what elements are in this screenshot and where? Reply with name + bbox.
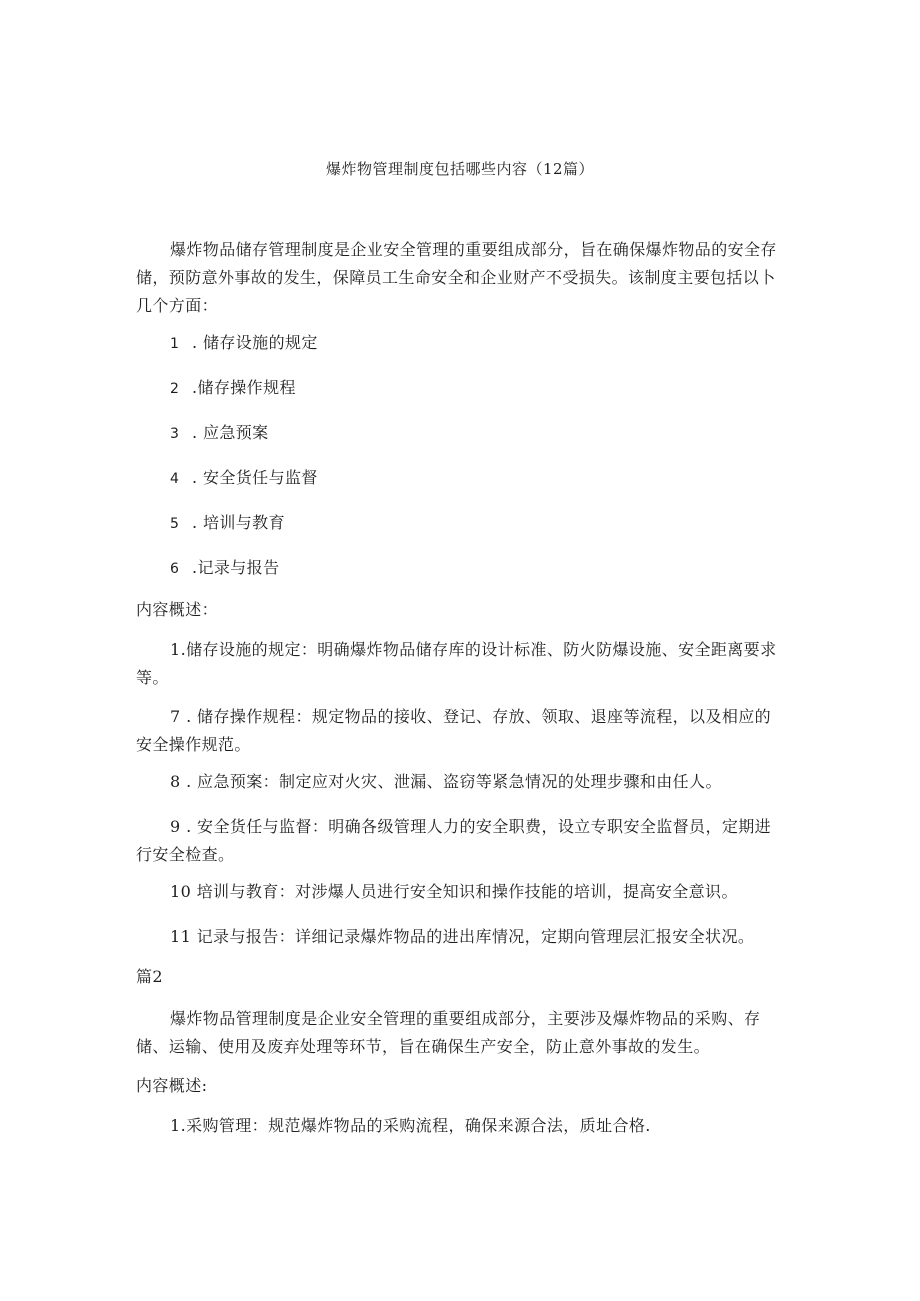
list-item-text: . 应急预案 bbox=[192, 423, 269, 442]
list-item-text: .记录与报告 bbox=[192, 558, 280, 577]
list-item bbox=[170, 510, 285, 537]
list-item bbox=[170, 375, 296, 402]
list-item-number: 4 bbox=[170, 471, 180, 487]
list-item-number: 3 bbox=[170, 426, 180, 442]
overview-paragraph: 7 . 储存操作规程：规定物品的接收、登记、存放、领取、退座等流程，以及相应的安全操作规范。 bbox=[136, 707, 772, 754]
section2-intro-paragraph: 爆炸物品管理制度是企业安全管理的重要组成部分，主要涉及爆炸物品的采购、存储、运输、使用及废弃处理等环节，旨在确保生产安全，防止意外事故的发生。 bbox=[136, 1009, 761, 1056]
overview-paragraph: 9 . 安全货任与监督：明确各级管理人力的安全职费，设立专职安全监督员，定期进行安全检查。 bbox=[136, 817, 772, 864]
section2-item: 1.采购管理：规范爆炸物品的采购流程，确保来源合法，质址合格. bbox=[170, 1116, 651, 1135]
list-item bbox=[170, 420, 269, 447]
list-item-number: 6 bbox=[170, 561, 180, 577]
section2-overview-heading: 内容概述: bbox=[136, 1076, 208, 1095]
list-item-number: 5 bbox=[170, 516, 180, 532]
overview-paragraph: 1.储存设施的规定：明确爆炸物品储存库的设计标准、防火防爆设施、安全距离要求等。 bbox=[136, 640, 777, 687]
overview-paragraph: 8 . 应急预案：制定应对火灾、泄漏、盗窃等紧急情况的处理步骤和由任人。 bbox=[170, 772, 722, 791]
list-item-text: . 储存设施的规定 bbox=[192, 333, 318, 352]
list-item-text: . 安全货任与监督 bbox=[192, 468, 318, 487]
section-heading: 篇2 bbox=[136, 967, 163, 986]
list-item-text: .储存操作规程 bbox=[192, 378, 296, 397]
list-item bbox=[170, 330, 318, 357]
overview-paragraph: 10 培训与教育：对涉爆人员进行安全知识和操作技能的培训，提高安全意识。 bbox=[170, 882, 738, 901]
list-item-text: . 培训与教育 bbox=[192, 513, 285, 532]
list-item-number: 1 bbox=[170, 336, 180, 352]
list-item bbox=[170, 465, 318, 492]
overview-heading: 内容概述： bbox=[136, 600, 219, 619]
overview-paragraph: 11 记录与报告：详细记录爆炸物品的进出库情况，定期向管理层汇报安全状况。 bbox=[170, 927, 755, 946]
intro-paragraph: 爆炸物品储存管理制度是企业安全管理的重要组成部分，旨在确保爆炸物品的安全存储，预防意外事故的发生，保障员工生命安全和企业财产不受损失。该制度主要包括以卜几个方面： bbox=[136, 240, 777, 315]
list-item-number: 2 bbox=[170, 381, 180, 397]
page-title: 爆炸物管理制度包括哪些内容（12篇） bbox=[325, 160, 595, 178]
list-item bbox=[170, 555, 280, 582]
